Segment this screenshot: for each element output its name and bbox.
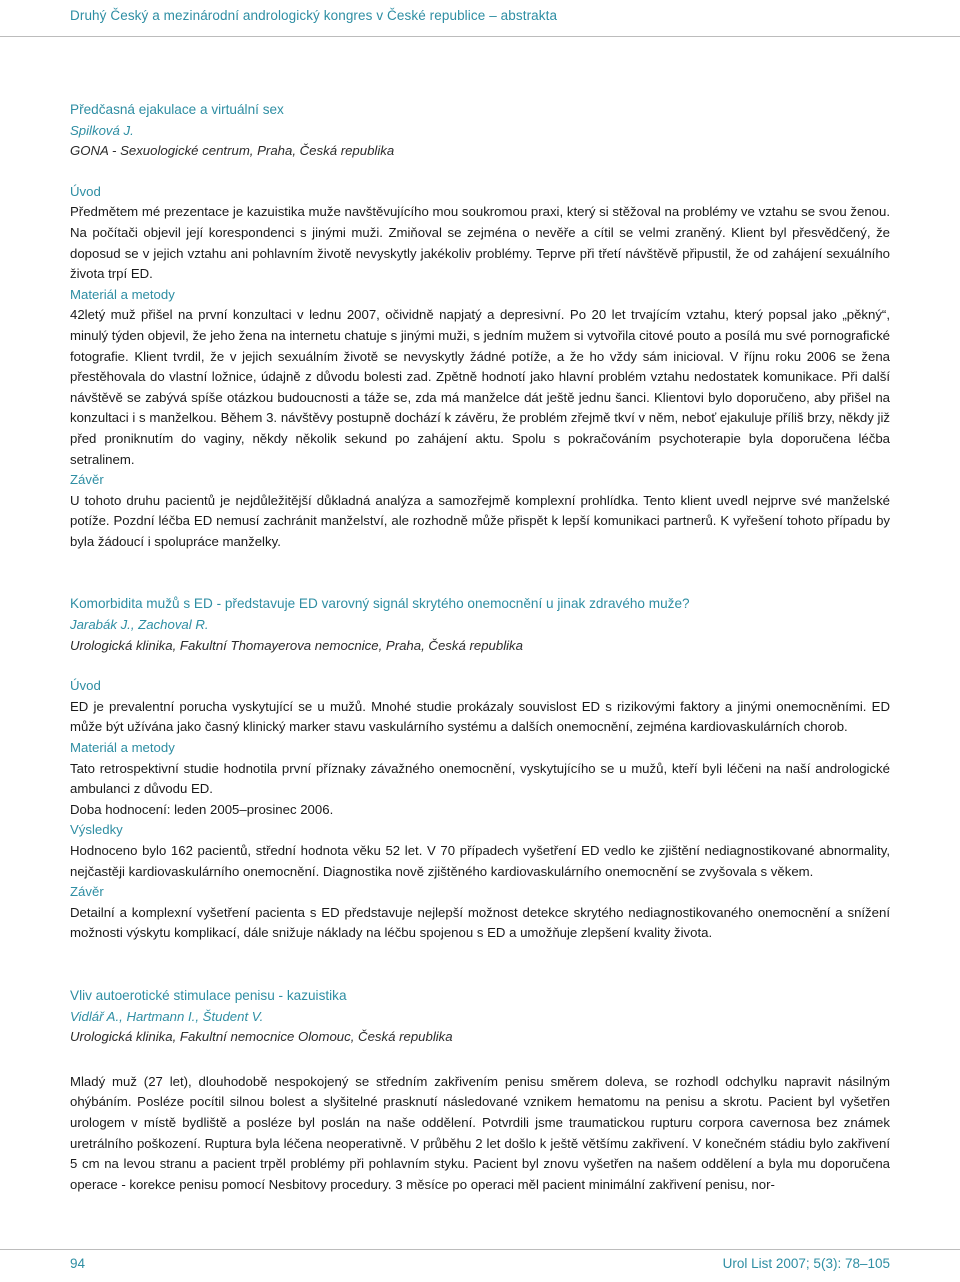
running-head-title: Druhý Český a mezinárodní andrologický kongres v České republice – abstrakta [70,8,558,23]
header-divider [0,36,960,37]
abstract-title: Předčasná ejakulace a virtuální sex [70,102,284,117]
page-content [70,100,890,1195]
section-text: Tato retrospektivní studie hodnotila první příznaky závažného onemocnění, vyskytujícího se u mužů, kteří byli léčeni na naší andrologické ambulanci z důvodu ED. [70,760,890,797]
abstract-2 [70,594,890,944]
section-heading: Úvod [70,678,101,694]
abstract-title: Vliv autoerotické stimulace penisu - kazuistika [70,987,347,1003]
abstract-1 [70,100,890,552]
section-heading: Materiál a metody [70,740,175,756]
spacer [70,162,890,182]
spacer [70,656,890,676]
section-heading: Materiál a metody [70,286,175,302]
section-heading: Závěr [70,884,104,900]
abstract-authors: Jarabák J., Zachoval R. [70,617,209,633]
section-text: Předmětem mé prezentace je kazuistika muže navštěvujícího mou soukromou praxi, který si stěžoval na problémy ve vztahu se svou ženou. Na počítači objevil její korespondenci s jinými muži. Zmiňoval se zejména o nevěře a cítil se velmi zraněný. Klient byl přesvědčený, že doposud se v jejich vztahu ani pohlavním životě nevyskytly jakékoliv problémy. Teprve při třetí návštěvě připustil, že od zahájení sexuálního života trpí ED. [70,204,890,282]
section-heading: Závěr [70,472,104,488]
spacer [70,1048,890,1072]
abstract-affiliation: Urologická klinika, Fakultní Thomayerova nemocnice, Praha, Česká republika [70,637,523,653]
abstract-3 [70,986,890,1195]
page-number: 94 [70,1256,86,1271]
abstract-affiliation: GONA - Sexuologické centrum, Praha, Česká republika [70,143,395,159]
section-text: Mladý muž (27 let), dlouhodobě nespokojený se středním zakřivením penisu směrem doleva, se rozhodl odchylku napravit násilným ohýbáním. Posléze pocítil silnou bolest a slyšitelné prasknutí následované vznikem hematomu na penisu a skrotu. Pacient byl vyšetřen urologem v místě bydliště a posléze byl poslán na naše oddělení. Potvrdili jsme traumatickou rupturu corpora cavernosa bez známek uretrálního poškození. Ruptura byla léčena neoperativně. V průběhu 2 let došlo k ještě většímu zakřivení. V konečném stádiu bylo zakřivení 5 cm na levou stranu a pacient trpěl problémy při pohlavním styku. Pacient byl znovu vyšetřen na našem oddělení a byla mu doporučena operace - korekce penisu pomocí Nesbitovy procedury. 3 měsíce po operaci měl pacient minimální zakřivení penisu, nor- [70,1073,890,1192]
section-text: Doba hodnocení: leden 2005–prosinec 2006. [70,801,334,817]
spacer [70,944,890,986]
abstract-authors: Spilková J. [70,122,134,138]
abstract-title: Komorbidita mužů s ED - představuje ED varovný signál skrytého onemocnění u jinak zdravého muže? [70,596,690,612]
abstract-affiliation: Urologická klinika, Fakultní nemocnice Olomouc, Česká republika [70,1029,453,1045]
journal-reference: Urol List 2007; 5(3): 78–105 [722,1256,890,1271]
section-heading: Výsledky [70,822,123,838]
section-text: Detailní a komplexní vyšetření pacienta s ED představuje nejlepší možnost detekce skrytého nediagnostikovaného onemocnění a snížení možnosti výskytu komplikací, dále snižuje náklady na léčbu spojenou s ED a umožňuje zlepšení kvality života. [70,904,890,941]
section-text: U tohoto druhu pacientů je nejdůležitější důkladná analýza a samozřejmě komplexní prohlídka. Tento klient uvedl nejprve své manželské potíže. Pozdní léčba ED nemusí zachránit manželství, ale rozhodně může přispět k lepší komunikaci partnerů. K vyřešení tohoto případu by byla žádoucí i spolupráce manželky. [70,492,890,549]
footer-divider [0,1249,960,1250]
section-text: Hodnoceno bylo 162 pacientů, střední hodnota věku 52 let. V 70 případech vyšetření ED vedlo ke zjištění nediagnostikované abnormality, nejčastěji kardiovaskulárního onemocnění. Diagnostika nově zjištěného kardiovaskulárního onemocnění se zvyšovala s věkem. [70,843,890,879]
section-heading: Úvod [70,183,101,199]
section-text: 42letý muž přišel na první konzultaci v lednu 2007, očividně napjatý a depresivní. Po 20 let trvajícím vztahu, který popsal jako „pěkný“, minulý týden objevil, že jeho žena na internetu chatuje s jinými muži, s jedním mužem si vytvořila citové pouto a posílá mu své pornografické fotografie. Klient tvrdil, že v jejich sexuálním životě se nevyskytly žádné potíže, a že ho vždy sám inicioval. V říjnu roku 2006 se žena přestěhovala do vlastní ložnice, údajně z důvodu bolesti zad. Zpětně hodnotí jako hlavní problém vztahu nedostatek komunikace. Při další návštěvě se zabývá spíše otázkou budoucnosti a táže se, zda má manželce dát ještě jednu šanci. Klientovi bylo doporučeno, aby přišel na konzultaci i s manželkou. Během 3. návštěvy postupně dochází k závěru, že problém zřejmě tkví v něm, neboť ejakuluje příliš brzy, někdy již před proniknutím do vaginy, někdy několik sekund po zahájení aktu. Spolu s pokračováním psychoterapie byla doporučena léčba setralinem. [70,307,890,467]
section-text: ED je prevalentní porucha vyskytující se u mužů. Mnohé studie prokázaly souvislost ED s rizikovými faktory a jinými onemocněními. ED může být užívána jako časný klinický marker stavu vaskulárního systému a dalších onemocnění, zejména kardiovaskulárních chorob. [70,698,890,735]
spacer [70,552,890,594]
abstract-authors: Vidlář A., Hartmann I., Študent V. [70,1008,264,1024]
